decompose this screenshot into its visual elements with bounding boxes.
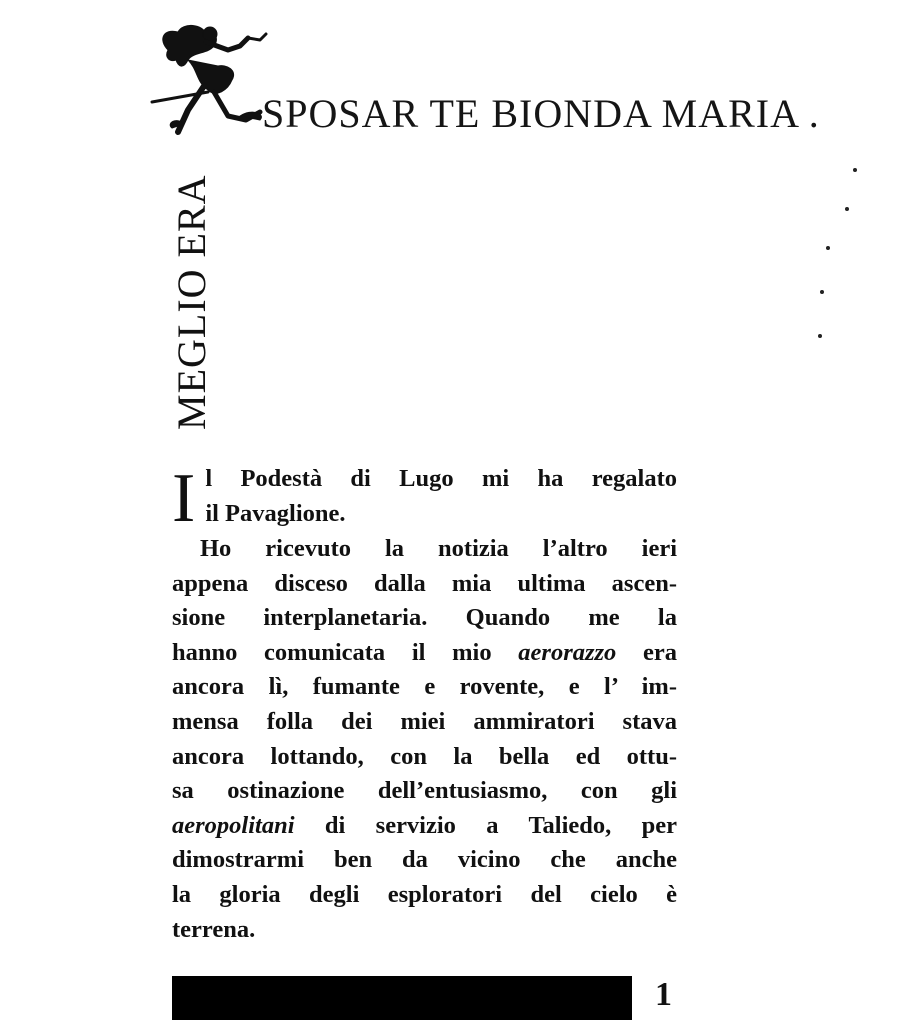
text-line [172,809,677,844]
text-line [172,532,677,567]
text-line [172,878,677,913]
text-run: terrena. [172,915,256,943]
text-line [172,636,677,671]
text-line [172,913,677,948]
text-run: Ho ricevuto la notizia l’altro ieri [200,535,677,562]
text-line [172,705,677,740]
main-paragraph [172,532,677,947]
italic-term: aerorazzo [518,638,617,666]
text-line [172,774,677,809]
decorative-dot [820,290,824,294]
text-line [172,670,677,705]
text-run: ancora lottando, con la bella ed ottu- [172,742,677,770]
text-run: mensa folla dei miei ammiratori stava [172,707,677,735]
text-run: la gloria degli esploratori del cielo è [172,880,677,908]
decorative-dot [853,168,857,172]
text-run: di servizio a Taliedo, per [294,811,677,839]
decorative-dot [818,334,822,338]
italic-term: aeropolitani [172,811,295,839]
text-run: era [616,638,677,666]
body-text [172,462,677,947]
text-line [172,567,677,602]
opening-paragraph [172,462,677,532]
text-line: il Pavaglione. [205,499,346,527]
text-line [172,843,677,878]
decorative-dot [826,246,830,250]
text-line [172,601,677,636]
drop-cap: I [172,462,196,532]
text-run: hanno comunicata il mio [172,638,519,666]
text-run: ancora lì, fumante e rovente, e l’ im- [172,673,677,701]
text-run: dimostrarmi ben da vicino che anche [172,846,677,874]
text-run: sione interplanetaria. Quando me la [172,604,677,632]
text-run: sa ostinazione dell’entusiasmo, con gli [172,777,677,805]
text-line [172,740,677,775]
vertical-heading: MEGLIO ERA [169,174,214,430]
dancing-figure-icon [148,20,278,145]
footer-bar [172,976,632,1020]
decorative-dot [845,207,849,211]
text-run: appena disceso dalla mia ultima ascen- [172,569,677,597]
page-title: SPOSAR TE BIONDA MARIA . [262,91,820,136]
text-line: l Podestà di Lugo mi ha regalato [205,465,677,492]
page-number: 1 [655,976,672,1013]
